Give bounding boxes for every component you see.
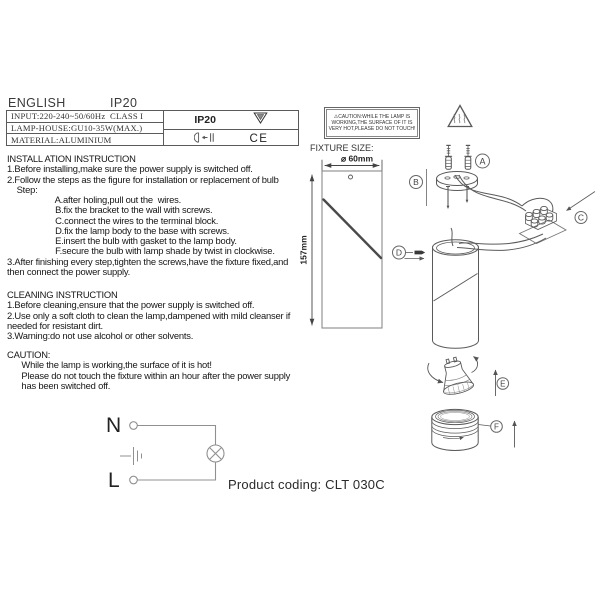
svg-text:D: D: [395, 247, 403, 258]
install-line: C.connect the wires to the terminal block.: [7, 214, 219, 226]
install-line: A.after holing,pull out the wires.: [7, 194, 181, 205]
install-line: 3.After finishing every step,tighten the screws,have the fixture fixed,and: [7, 255, 289, 267]
ip-rating-value: IP20: [194, 114, 216, 126]
terminal-block: [520, 206, 567, 243]
twist-direction-arrow: [443, 437, 464, 438]
step-label-e: [496, 370, 509, 396]
caution-line: While the lamp is working,the surface of it is hot!: [7, 359, 212, 371]
install-line: then connect the power supply.: [7, 265, 131, 277]
ip-rating-header: IP20: [110, 96, 138, 110]
cleaning-line: 1.Before cleaning,ensure that the power supply is switched off.: [7, 299, 255, 311]
canopy-bracket: [437, 172, 478, 191]
caution-line: Please do not touch the fixture within an hour after the power supply: [7, 369, 291, 381]
svg-text:B: B: [413, 177, 419, 188]
install-line: 2.Follow the steps as the figure for installation or replacement of bulb: [7, 173, 279, 185]
caution-title: CAUTION:: [7, 349, 51, 360]
cleaning-title: CLEANING INSTRUCTION: [7, 289, 118, 300]
language-label: ENGLISH: [8, 96, 66, 110]
wall-anchor: [445, 145, 452, 169]
install-line: 1.Before installing,make sure the power supply is switched off.: [7, 163, 253, 175]
install-title: INSTALL ATION INSTRUCTION: [7, 153, 136, 164]
fixture-size-title: FIXTURE SIZE:: [310, 143, 374, 153]
spec-table-row: INPUT:220-240~50/60Hz CLASS I: [7, 111, 163, 123]
svg-text:C: C: [577, 212, 585, 223]
cleaning-line: 3.Warning:do not use alcohol or other solvents.: [7, 330, 194, 341]
svg-text:E: E: [500, 379, 506, 389]
lamp-body: [433, 240, 479, 349]
height-label: 157mm: [298, 235, 309, 265]
caution-label-line: WORKING,THE SURFACE OF IT IS: [331, 119, 413, 126]
install-line: F.secure the bulb with lamp shade by twist in clockwise.: [7, 245, 275, 257]
install-line: E.insert the bulb with gasket to the lamp body.: [7, 235, 237, 246]
fixture-size-diagram: [299, 143, 383, 328]
ce-mark: CE: [249, 133, 269, 145]
install-line: B.fix the bracket to the wall with screws.: [7, 204, 213, 216]
caution-line: has been switched off.: [7, 379, 111, 391]
wire: [455, 175, 553, 212]
install-line: Step:: [7, 183, 38, 195]
step-label-a: [476, 154, 490, 168]
wiring-diagram: [106, 414, 224, 492]
wire: [138, 426, 216, 446]
step-label-c: [567, 192, 596, 224]
set-screw: [415, 251, 426, 255]
warning-triangle-icon: ⚠: [333, 113, 339, 120]
cleaning-line: 2.Use only a soft cloth to clean the lamp,dampened with mild cleanser if: [7, 309, 291, 321]
svg-text:A: A: [479, 156, 486, 167]
neutral-terminal: [130, 422, 138, 430]
product-coding: Product coding: CLT 030C: [228, 477, 385, 492]
neutral-label: N: [106, 414, 122, 437]
step-label-b: [410, 169, 427, 206]
live-label: L: [108, 469, 120, 492]
caution-label-line: ⚠CAUTION:WHILE THE LAMP IS: [333, 113, 411, 120]
wall-anchor: [464, 145, 471, 169]
spec-table-row: MATERIAL:ALUMINIUM: [11, 134, 112, 145]
lamp-shade: [432, 409, 478, 450]
spec-table-row: LAMP-HOUSE:GU10-35W(MAX.): [7, 123, 163, 135]
lamp-symbol: [207, 445, 224, 462]
wire: [451, 228, 546, 250]
caution-label-line: VERY HOT,PLEASE DO NOT TOUCH!: [328, 126, 416, 133]
step-label-f: [478, 421, 514, 448]
step-label-d: [393, 246, 426, 259]
wire: [138, 462, 216, 480]
svg-text:F: F: [494, 422, 499, 432]
live-terminal: [130, 476, 138, 484]
twist-arrow-right: [472, 357, 478, 373]
earth-ground-symbol: [120, 447, 142, 465]
assembly-diagram: [393, 106, 596, 451]
twist-arrow-left: [428, 363, 443, 383]
gu10-bulb: [436, 355, 475, 397]
hot-surface-icon: [448, 106, 472, 127]
install-line: D.fix the lamp body to the base with screws.: [7, 224, 230, 236]
cleaning-line: needed for resistant dirt.: [7, 319, 103, 331]
diameter-label: ⌀ 60mm: [340, 153, 374, 164]
